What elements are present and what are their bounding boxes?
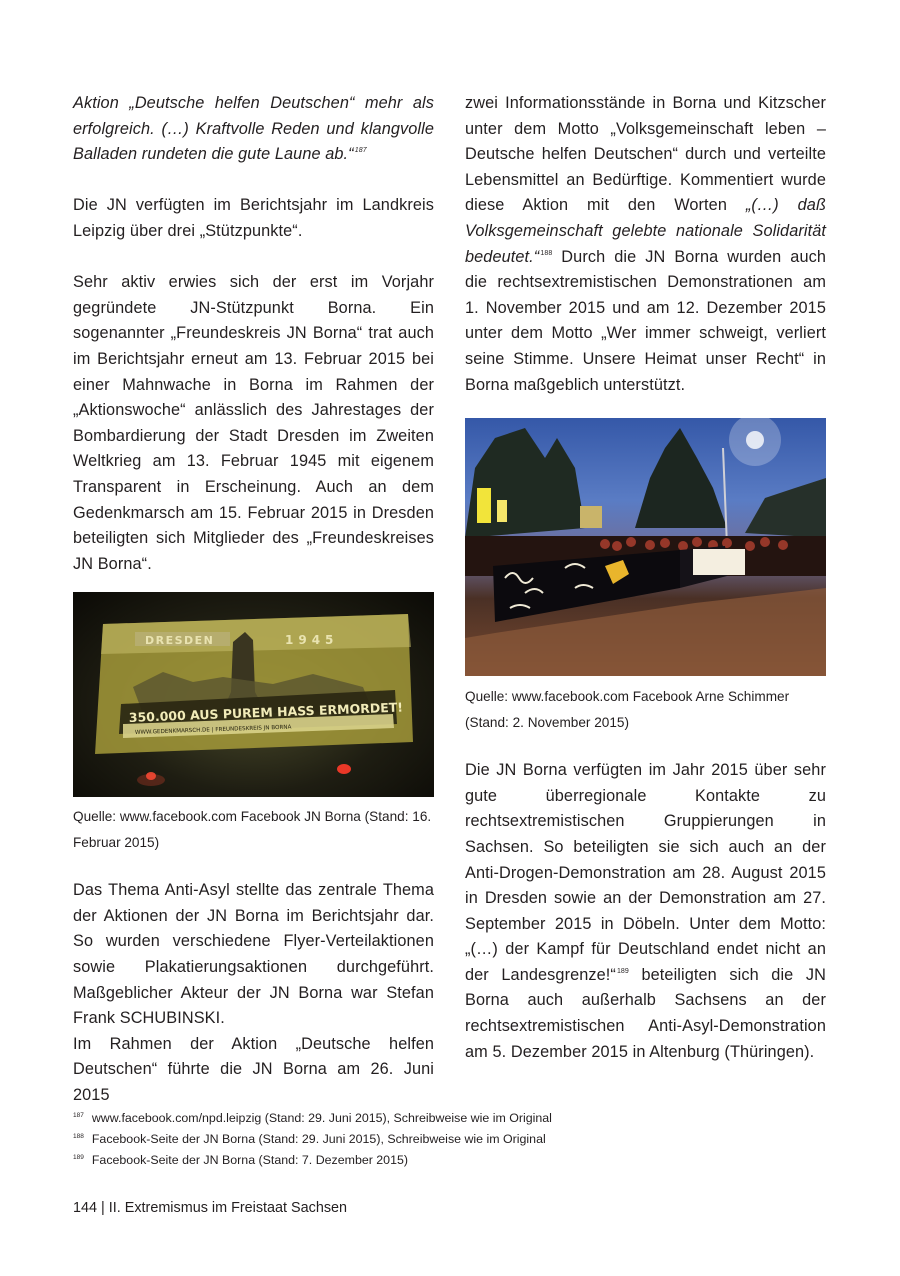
banner-text-sub: WWW.GEDENKMARSCH.DE | FREUNDESKREIS JN BORNA <box>134 724 292 737</box>
banner-text-year: 1945 <box>285 633 339 648</box>
left-column <box>73 91 434 1109</box>
informationsstaende-paragraph: zwei Informationsstände in Borna und Kitzscher unter dem Motto „Volksgemeinschaft leben – Deutsche helfen Deutschen“ durch und verteilte Lebensmittel an Bedürftige. Kommentiert wurde diese Aktion mit den Worten „(…) daß Volksgemeinschaft gelebte nationale Solidarität bedeutet.“$^{188}$ Durch die JN Borna wurden auch die rechtsextremistischen Demonstrationen am 1. November 2015 und am 12. Dezember 2015 unter dem Motto „Wer immer schweigt, verliert seine Stimme. Unsere Heimat unser Recht“ in Borna maßgeblich unterstützt. <box>465 94 826 394</box>
footnote-ref-187[interactable]: 187 <box>354 147 367 155</box>
photo-caption-jn-borna: Quelle: www.facebook.com Facebook JN Borna (Stand: 16. Februar 2015) <box>73 809 432 851</box>
footnote-ref-188[interactable]: 188 <box>540 249 553 257</box>
banner-text-main: 350.000 AUS PUREM HASS ERMORDET! <box>128 699 404 726</box>
borna-paragraph: Sehr aktiv erwies sich der erst im Vorjahr gegründete JN-Stützpunkt Borna. Ein sogenannter „Freundeskreis JN Borna“ trat auch im Berichtsjahr erneut am 13. Februar 2015 bei einer Mahnwache in Borna im Rahmen der „Aktionswoche“ anlässlich des Jahrestages der Bombardierung der Stadt Dresden im Zweiten Weltkrieg am 13. Februar 1945 mit eigenem Transparent in Erscheinung. Auch an dem Gedenkmarsch am 15. Februar 2015 in Dresden beteiligten sich Mitglieder des „Freundeskreises JN Borna“. <box>73 273 434 573</box>
quote-paragraph: Aktion „Deutsche helfen Deutschen“ mehr als erfolgreich. (…) Kraftvolle Reden und klangvolle Balladen rundeten die gute Laune ab.“$^{187}$ <box>73 94 434 164</box>
banner-text-dresden: DRESDEN <box>145 634 215 648</box>
photo-demonstration <box>465 418 826 676</box>
kontakte-paragraph: Die JN Borna verfügten im Jahr 2015 über sehr gute überregionale Kontakte zu rechtsextremistischen Gruppierungen in Sachsen. So beteiligten sie sich auch an der Anti-Drogen-Demonstration am 28. August 2015 in Dresden sowie an der Demonstration am 27. September 2015 in Döbeln. Unter dem Motto: „(…) der Kampf für Deutschland endet nicht an der Landesgrenze!“$^{189}$ beteiligten sich die JN Borna auch außerhalb Sachsens an der rechtsextremistischen Anti-Asyl-Demonstration am 5. Dezember 2015 in Altenburg (Thüringen). <box>465 761 826 1061</box>
footnotes <box>73 1108 833 1171</box>
footnote-189: $^{189}$ Facebook-Seite der JN Borna (Stand: 7. Dezember 2015) <box>73 1153 408 1167</box>
footnote-ref-189[interactable]: 189 <box>616 967 629 975</box>
photo-caption-arne-schimmer: Quelle: www.facebook.com Facebook Arne Schimmer (Stand: 2. November 2015) <box>465 689 790 731</box>
right-column <box>465 91 826 1065</box>
inline-quote: „(…) daß Volksgemeinschaft gelebte nationale Solidarität bedeutet.“ <box>465 196 826 266</box>
anti-asyl-paragraph: Das Thema Anti-Asyl stellte das zentrale Thema der Aktionen der JN Borna im Berichtsjahr dar. So wurden verschiedene Flyer-Verteilaktionen sowie Plakatierungsaktionen durchgeführt. Maßgeblicher Akteur der JN Borna war Stefan Frank SCHUBINSKI. <box>73 881 434 1028</box>
page-footer: 144 | II. Extremismus im Freistaat Sachsen <box>73 1200 348 1216</box>
footnote-188: $^{188}$ Facebook-Seite der JN Borna (Stand: 29. Juni 2015), Schreibweise wie im Original <box>73 1132 546 1146</box>
footnote-187: $^{187}$ www.facebook.com/npd.leipzig (Stand: 29. Juni 2015), Schreibweise wie im Original <box>73 1111 552 1125</box>
photo-dresden-banner <box>73 592 434 797</box>
stuetzpunkte-paragraph: Die JN verfügten im Berichtsjahr im Landkreis Leipzig über drei „Stützpunkte“. <box>73 196 434 240</box>
aktion-paragraph: Im Rahmen der Aktion „Deutsche helfen Deutschen“ führte die JN Borna am 26. Juni 2015 <box>73 1034 434 1105</box>
